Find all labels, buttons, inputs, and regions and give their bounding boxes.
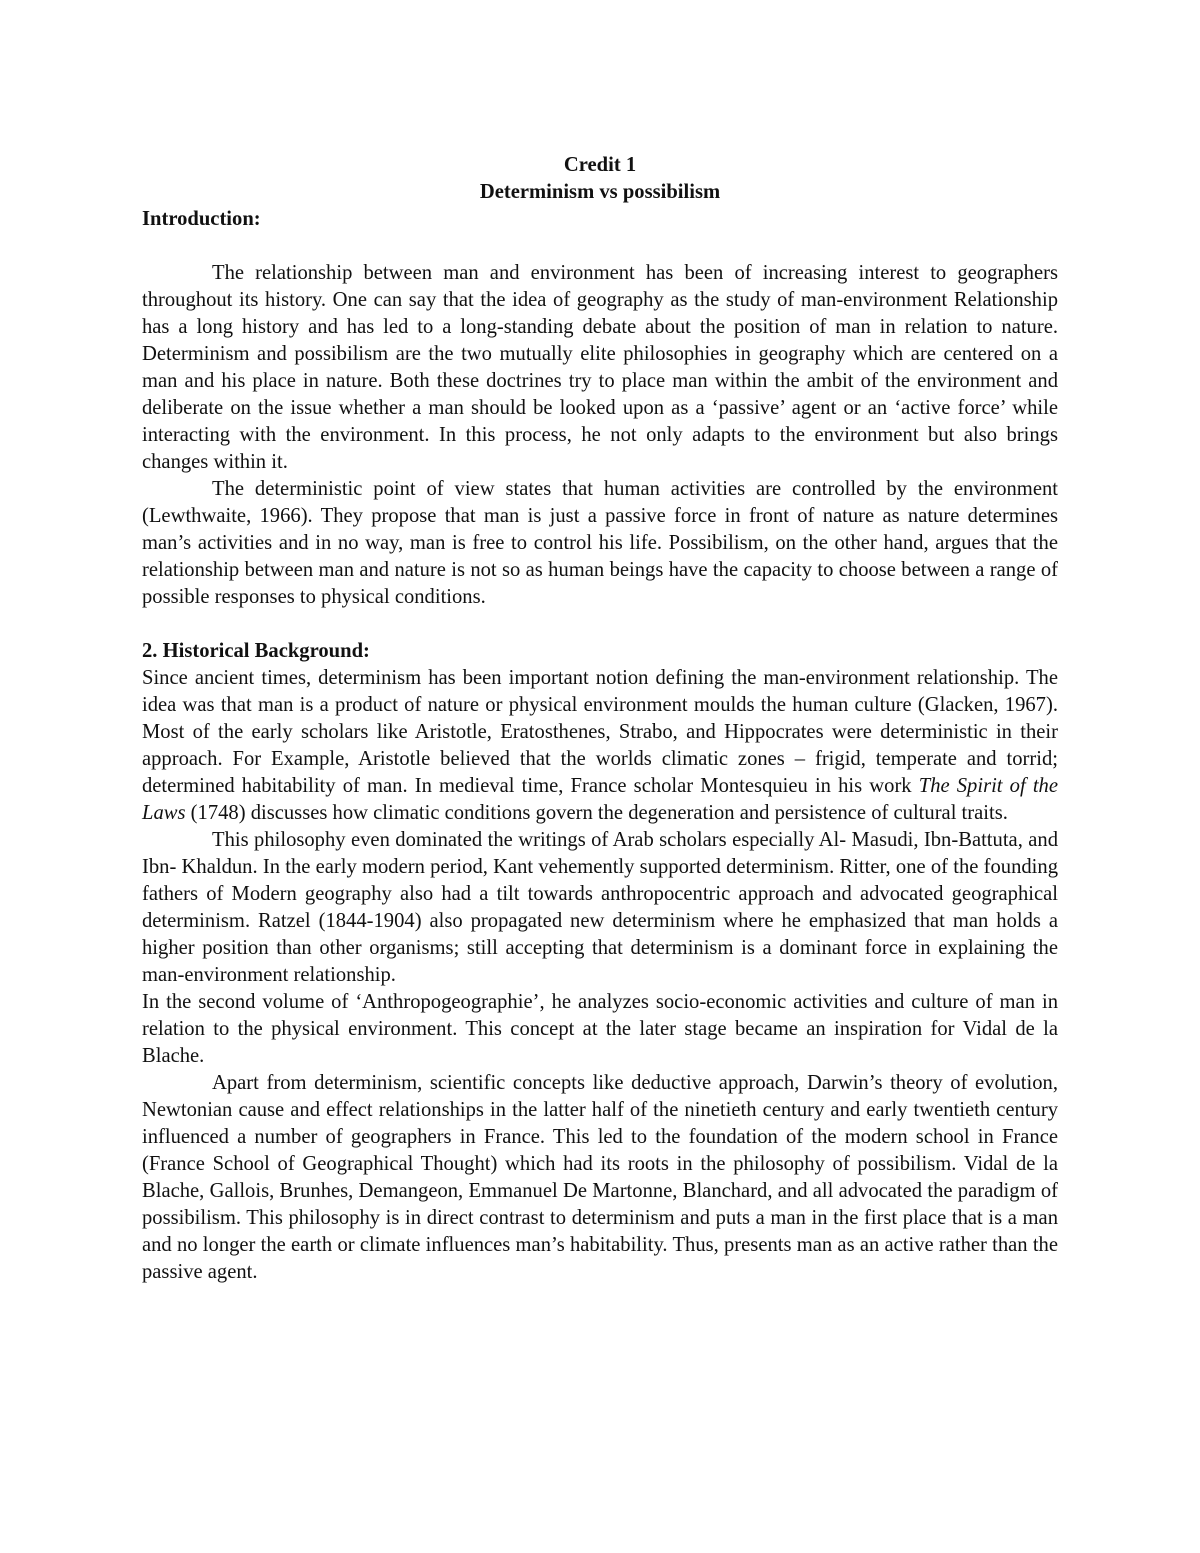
spacer — [142, 233, 1058, 260]
history-paragraph-4: Apart from determinism, scientific concepts like deductive approach, Darwin’s theory of evolution, Newtonian cause and effect relationships in the latter half of the ninetieth century and early twentieth century influenced a number of geographers in France. This led to the foundation of the modern school in France (France School of Geographical Thought) which had its roots in the philosophy of possibilism. Vidal de la Blache, Gallois, Brunhes, Demangeon, Emmanuel De Martonne, Blanchard, and all advocated the paradigm of possibilism. This philosophy is in direct contrast to determinism and puts a man in the first place that is a man and no longer the earth or climate influences man’s habitability. Thus, presents man as an active rather than the passive agent. — [142, 1072, 1058, 1283]
credit-heading: Credit 1 — [563, 154, 637, 176]
document-title: Determinism vs possibilism — [479, 181, 721, 203]
introduction-heading: Introduction: — [142, 208, 261, 230]
book-title: The Spirit of the Laws — [142, 775, 1058, 824]
intro-paragraph-2: The deterministic point of view states that human activities are controlled by the environment (Lewthwaite, 1966). They propose that man is just a passive force in front of nature as nature determines man’s activities and in no way, man is free to control his life. Possibilism, on the other hand, argues that the relationship between man and nature is not so as human beings have the capacity to choose between a range of possible responses to physical conditions. — [142, 478, 1058, 608]
history-paragraph-1 — [142, 665, 1058, 827]
history-paragraph-1-start: Since ancient times, determinism has been important notion defining the man-environment relationship. The idea was that man is a product of nature or physical environment moulds the human culture (Glacken, 1967). Most of the early scholars like Aristotle, Eratosthenes, Strabo, and Hippocrates were deterministic in their approach. For Example, Aristotle believed that the worlds climatic zones – frigid, temperate and torrid; determined habitability of man. In medieval time, France scholar Montesquieu in his work — [142, 667, 1058, 797]
spacer — [142, 611, 1058, 638]
document-page — [142, 152, 1058, 1286]
history-paragraph-2: This philosophy even dominated the writings of Arab scholars especially Al- Masudi, Ibn-Battuta, and Ibn- Khaldun. In the early modern period, Kant vehemently supported determinism. Ritter, one of the founding fathers of Modern geography also had a tilt towards anthropocentric approach and advocated geographical determinism. Ratzel (1844-1904) also propagated new determinism where he emphasized that man holds a higher position than other organisms; still accepting that determinism is a dominant force in explaining the man-environment relationship. — [142, 829, 1058, 986]
history-paragraph-3: In the second volume of ‘Anthropogeographie’, he analyzes socio-economic activities and culture of man in relation to the physical environment. This concept at the later stage became an inspiration for Vidal de la Blache. — [142, 991, 1058, 1067]
historical-background-heading: 2. Historical Background: — [142, 640, 370, 662]
intro-paragraph-1: The relationship between man and environment has been of increasing interest to geographers throughout its history. One can say that the idea of geography as the study of man-environment Relationship has a long history and has led to a long-standing debate about the position of man in relation to nature. Determinism and possibilism are the two mutually elite philosophies in geography which are centered on a man and his place in nature. Both these doctrines try to place man within the ambit of the environment and deliberate on the issue whether a man should be looked upon as a ‘passive’ agent or an ‘active force’ while interacting with the environment. In this process, he not only adapts to the environment but also brings changes within it. — [142, 262, 1058, 473]
history-paragraph-1-end: (1748) discusses how climatic conditions govern the degeneration and persistence of cultural traits. — [185, 802, 1008, 824]
